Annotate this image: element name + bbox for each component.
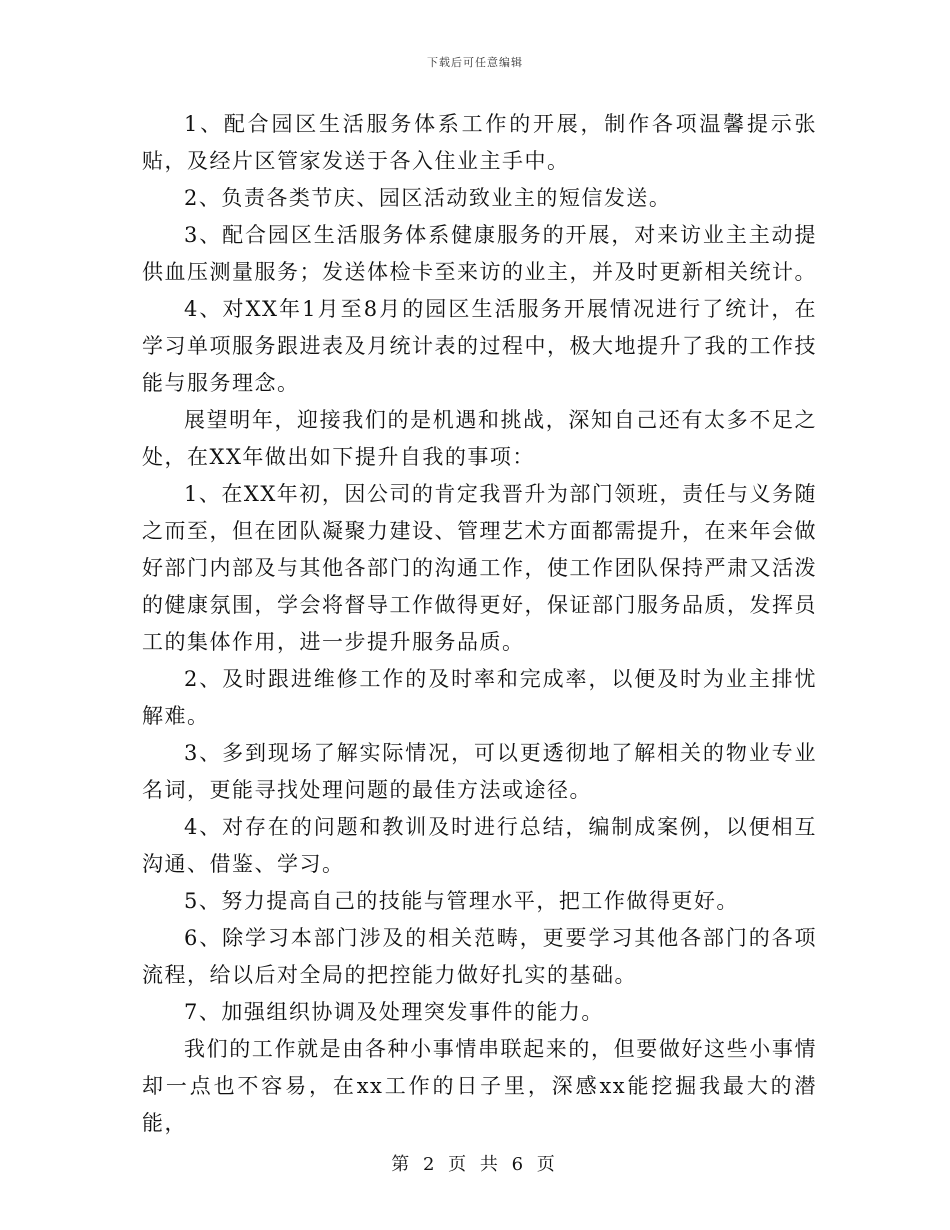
- paragraph: 7、加强组织协调及处理突发事件的能力。: [184, 1000, 604, 1024]
- paragraph: 5、努力提高自己的技能与管理水平，把工作做得更好。: [184, 889, 739, 913]
- paragraph: 展望明年，迎接我们的是机遇和挑战，深知自己还有太多不足之处，在XX年做出如下提升自我的事项：: [142, 408, 817, 469]
- paragraph: 1、在XX年初，因公司的肯定我晋升为部门领班，责任与义务随之而至，但在团队凝聚力建设、管理艺术方面都需提升，在来年会做好部门内部及与其他各部门的沟通工作，使工作团队保持严肃又活泼的健康氛围，学会将督导工作做得更好，保证部门服务品质，发挥员工的集体作用，进一步提升服务品质。: [142, 482, 817, 654]
- paragraph: 我们的工作就是由各种小事情串联起来的，但要做好这些小事情却一点也不容易，在xx工作的日子里，深感xx能挖掘我最大的潜能，: [142, 1037, 817, 1135]
- paragraph: 6、除学习本部门涉及的相关范畴，更要学习其他各部门的各项流程，给以后对全局的把控能力做好扎实的基础。: [142, 926, 817, 987]
- paragraph: 4、对XX年1月至8月的园区生活服务开展情况进行了统计，在学习单项服务跟进表及月统计表的过程中，极大地提升了我的工作技能与服务理念。: [142, 297, 817, 395]
- document-body: [142, 106, 817, 1142]
- paragraph: 3、多到现场了解实际情况，可以更透彻地了解相关的物业专业名词，更能寻找处理问题的最佳方法或途径。: [142, 741, 817, 802]
- page-number-footer: 第 2 页 共 6 页: [391, 1154, 559, 1175]
- paragraph: 2、负责各类节庆、园区活动致业主的短信发送。: [184, 186, 672, 210]
- paragraph: 1、配合园区生活服务体系工作的开展，制作各项温馨提示张贴，及经片区管家发送于各入住业主手中。: [142, 112, 817, 173]
- paragraph: 4、对存在的问题和教训及时进行总结，编制成案例，以便相互沟通、借鉴、学习。: [142, 815, 817, 876]
- paragraph: 2、及时跟进维修工作的及时率和完成率，以便及时为业主排忧解难。: [142, 667, 817, 728]
- paragraph: 3、配合园区生活服务体系健康服务的开展，对来访业主主动提供血压测量服务；发送体检卡至来访的业主，并及时更新相关统计。: [142, 223, 817, 284]
- page-header: 下载后可任意编辑: [427, 56, 523, 69]
